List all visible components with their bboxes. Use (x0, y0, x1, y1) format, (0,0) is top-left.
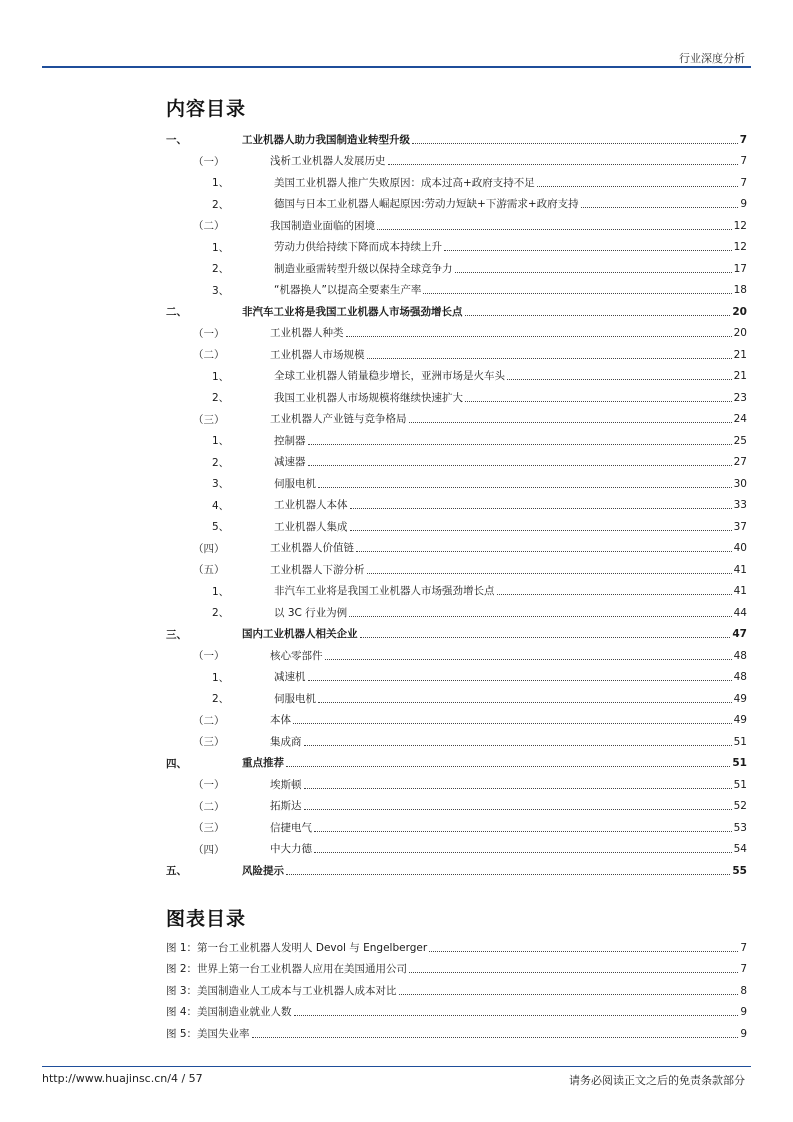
toc-entry-number: （二） (193, 349, 225, 362)
entry-leader-line (270, 645, 747, 667)
dot-leader (581, 206, 739, 208)
toc-entry-page[interactable]: 54 (733, 843, 747, 855)
toc-entry[interactable] (166, 151, 747, 173)
figure-entry-title[interactable]: 图 2：世界上第一台工业机器人应用在美国通用公司 (166, 963, 408, 975)
dot-leader (388, 163, 739, 165)
toc-entry-title[interactable]: 伺服电机 (274, 692, 316, 705)
entry-leader-line (274, 430, 747, 452)
dot-leader (537, 185, 739, 187)
footer-url-page[interactable]: http://www.huajinsc.cn/4 / 57 (42, 1072, 203, 1085)
entry-leader-line (274, 172, 747, 194)
entry-leader-line (270, 409, 747, 431)
toc-entry-title[interactable]: 国内工业机器人相关企业 (242, 628, 358, 640)
report-type-label: 行业深度分析 (679, 52, 745, 65)
toc-entry[interactable] (166, 452, 747, 474)
toc-entry-title[interactable]: 工业机器人市场规模 (270, 348, 365, 361)
entry-leader-line (242, 624, 747, 646)
toc-entry[interactable] (166, 323, 747, 345)
dot-leader (360, 636, 731, 638)
entry-leader-line (270, 731, 747, 753)
dot-leader (497, 593, 732, 595)
toc-entry-number: 3、 (212, 284, 230, 297)
toc-entry-number: 一、 (166, 134, 187, 147)
toc-entry-title[interactable]: 以 3C 行业为例 (274, 606, 348, 619)
toc-entry-number: （二） (193, 220, 225, 233)
toc-entry-number: （二） (193, 800, 225, 813)
toc-entry-number: 1、 (212, 585, 230, 598)
toc-entry-page[interactable]: 18 (733, 284, 747, 296)
toc-entry[interactable] (166, 409, 747, 431)
toc-entry[interactable] (166, 602, 747, 624)
toc-entry-number: 二、 (166, 306, 187, 319)
figure-entry[interactable] (166, 937, 747, 959)
toc-entry-number: （四） (193, 542, 225, 555)
toc-entry[interactable] (166, 258, 747, 280)
dot-leader (409, 421, 732, 423)
entry-leader-line (270, 839, 747, 861)
dot-leader (304, 744, 732, 746)
toc-entry[interactable] (166, 516, 747, 538)
figure-entry-page[interactable]: 9 (740, 1006, 747, 1018)
toc-entry-number: （一） (193, 155, 225, 168)
toc-entry-page[interactable]: 47 (732, 628, 747, 640)
toc-entry-title[interactable]: 重点推荐 (242, 757, 284, 769)
toc-entry-page[interactable]: 24 (733, 413, 747, 425)
toc-entry-page[interactable]: 53 (733, 821, 747, 834)
toc-entry-title[interactable]: 拓斯达 (270, 800, 302, 812)
dot-leader (293, 722, 732, 724)
figure-entry-page[interactable]: 7 (740, 941, 747, 954)
toc-list (166, 129, 747, 882)
toc-entry-page[interactable]: 51 (733, 778, 747, 791)
toc-entry-title[interactable]: 非汽车工业将是我国工业机器人市场强劲增长点 (242, 305, 463, 318)
toc-entry[interactable] (166, 667, 747, 689)
toc-entry[interactable] (166, 430, 747, 452)
entry-leader-line (166, 937, 747, 959)
entry-leader-line (270, 538, 747, 560)
toc-entry-page[interactable]: 7 (739, 133, 747, 146)
entry-leader-line (242, 301, 747, 323)
dot-leader (314, 830, 732, 832)
toc-entry-title[interactable]: 制造业亟需转型升级以保持全球竞争力 (274, 262, 453, 275)
dot-leader (350, 507, 732, 509)
toc-entry-number: 2、 (212, 607, 230, 620)
toc-entry-number: 3、 (212, 478, 230, 491)
toc-entry-number: 2、 (212, 392, 230, 405)
toc-entry-number: （三） (193, 822, 225, 835)
toc-entry-number: （二） (193, 714, 225, 727)
dot-leader (465, 314, 731, 316)
entry-leader-line (274, 602, 747, 624)
toc-entry[interactable] (166, 473, 747, 495)
toc-entry[interactable] (166, 710, 747, 732)
toc-entry-title[interactable]: 工业机器人种类 (270, 327, 344, 339)
dot-leader (367, 572, 732, 574)
entry-leader-line (270, 151, 747, 173)
toc-entry-title[interactable]: 全球工业机器人销量稳步增长，亚洲市场是火车头 (274, 370, 505, 382)
entry-leader-line (274, 667, 747, 689)
toc-entry-page[interactable]: 52 (733, 800, 747, 812)
toc-entry[interactable] (166, 237, 747, 259)
figure-entry-title[interactable]: 图 4：美国制造业就业人数 (166, 1006, 292, 1018)
toc-entry-number: （三） (193, 413, 225, 426)
toc-entry-page[interactable]: 21 (733, 370, 747, 382)
entry-leader-line (270, 817, 747, 839)
dot-leader (286, 873, 730, 875)
toc-entry-title[interactable]: 伺服电机 (274, 477, 316, 490)
figure-entry-page[interactable]: 9 (740, 1027, 747, 1040)
entry-leader-line (274, 495, 747, 517)
entry-leader-line (166, 959, 747, 981)
dot-leader (507, 378, 732, 380)
toc-entry[interactable] (166, 817, 747, 839)
toc-entry-page[interactable]: 51 (733, 735, 747, 748)
toc-entry[interactable] (166, 301, 747, 323)
entry-leader-line (274, 452, 747, 474)
toc-entry-title[interactable]: 工业机器人助力我国制造业转型升级 (242, 133, 410, 146)
footer-disclaimer: 请务必阅读正文之后的免责条款部分 (569, 1074, 745, 1087)
entry-leader-line (166, 1002, 747, 1024)
toc-entry-number: 1、 (212, 435, 230, 448)
entry-leader-line (274, 387, 747, 409)
entry-leader-line (274, 688, 747, 710)
figure-entry-page[interactable]: 7 (740, 963, 747, 975)
entry-leader-line (274, 237, 747, 259)
toc-entry-number: （一） (193, 779, 225, 792)
toc-entry-title[interactable]: 埃斯顿 (270, 778, 302, 791)
toc-entry-title[interactable]: 减速机 (274, 671, 306, 683)
toc-entry[interactable] (166, 753, 747, 775)
toc-entry-title[interactable]: 我国工业机器人市场规模将继续快速扩大 (274, 391, 463, 404)
toc-entry-title[interactable]: 集成商 (270, 735, 302, 748)
toc-entry-page[interactable]: 23 (733, 391, 747, 404)
toc-entry[interactable] (166, 624, 747, 646)
dot-leader (308, 464, 732, 466)
toc-entry-title[interactable]: 本体 (270, 714, 291, 726)
toc-entry-page[interactable]: 12 (733, 241, 747, 253)
toc-entry[interactable] (166, 796, 747, 818)
toc-entry-title[interactable]: 非汽车工业将是我国工业机器人市场强劲增长点 (274, 585, 495, 597)
toc-entry-page[interactable]: 44 (733, 606, 747, 619)
dot-leader (346, 335, 732, 337)
entry-leader-line (274, 258, 747, 280)
toc-entry-number: 2、 (212, 693, 230, 706)
toc-entry-page[interactable]: 41 (733, 563, 747, 576)
toc-entry[interactable] (166, 194, 747, 216)
toc-entry-title[interactable]: 控制器 (274, 434, 306, 447)
toc-entry[interactable] (166, 495, 747, 517)
toc-entry-page[interactable]: 7 (740, 176, 747, 189)
figure-entry-title[interactable]: 图 3：美国制造业人工成本与工业机器人成本对比 (166, 984, 397, 997)
entry-leader-line (270, 344, 747, 366)
toc-entry-page[interactable]: 40 (733, 542, 747, 554)
entry-leader-line (166, 1023, 747, 1045)
entry-leader-line (270, 323, 747, 345)
dot-leader (356, 550, 732, 552)
dot-leader (304, 808, 732, 810)
toc-entry-page[interactable]: 51 (732, 757, 747, 769)
entry-leader-line (270, 215, 747, 237)
dot-leader (367, 357, 732, 359)
toc-entry-number: 2、 (212, 263, 230, 276)
toc-entry-title[interactable]: 浅析工业机器人发展历史 (270, 155, 386, 167)
footer-divider (42, 1066, 751, 1067)
entry-leader-line (242, 753, 747, 775)
toc-entry-number: 1、 (212, 671, 230, 684)
dot-leader (308, 679, 732, 681)
toc-entry[interactable] (166, 366, 747, 388)
dot-leader (444, 249, 732, 251)
toc-entry-title[interactable]: 核心零部件 (270, 649, 323, 662)
figure-entry-title[interactable]: 图 5：美国失业率 (166, 1027, 250, 1040)
toc-entry-title[interactable]: 风险提示 (242, 864, 284, 877)
toc-entry-page[interactable]: 20 (732, 305, 747, 318)
figure-entry[interactable] (166, 959, 747, 981)
entry-leader-line (274, 473, 747, 495)
toc-entry-title[interactable]: “机器换人”以提高全要素生产率 (274, 284, 422, 296)
figure-entry[interactable] (166, 1023, 747, 1045)
entry-leader-line (270, 710, 747, 732)
toc-entry[interactable] (166, 860, 747, 882)
dot-leader (314, 851, 732, 853)
dot-leader (349, 615, 731, 617)
toc-entry[interactable] (166, 731, 747, 753)
toc-entry-title[interactable]: 工业机器人价值链 (270, 542, 354, 554)
toc-entry-page[interactable]: 30 (733, 477, 747, 490)
toc-entry-number: （四） (193, 843, 225, 856)
dot-leader (455, 271, 732, 273)
toc-entry-page[interactable]: 37 (733, 520, 747, 533)
toc-entry-number: 1、 (212, 177, 230, 190)
entry-leader-line (242, 860, 747, 882)
toc-entry-page[interactable]: 27 (733, 456, 747, 468)
dot-leader (252, 1036, 739, 1038)
toc-entry[interactable] (166, 387, 747, 409)
toc-entry-page[interactable]: 41 (733, 585, 747, 597)
dot-leader (399, 993, 739, 995)
dot-leader (465, 400, 732, 402)
toc-entry-number: 三、 (166, 628, 187, 641)
toc-entry-number: 1、 (212, 370, 230, 383)
toc-entry[interactable] (166, 581, 747, 603)
toc-entry-title[interactable]: 减速器 (274, 456, 306, 468)
toc-entry-page[interactable]: 49 (733, 714, 747, 726)
toc-entry-page[interactable]: 9 (740, 198, 747, 210)
toc-entry-number: 5、 (212, 521, 230, 534)
entry-leader-line (274, 516, 747, 538)
toc-entry[interactable] (166, 215, 747, 237)
dot-leader (286, 765, 730, 767)
toc-entry-title[interactable]: 中大力德 (270, 843, 312, 855)
entry-leader-line (270, 559, 747, 581)
toc-entry[interactable] (166, 688, 747, 710)
toc-entry-title[interactable]: 我国制造业面临的困境 (270, 219, 375, 232)
entry-leader-line (274, 280, 747, 302)
toc-entry-title[interactable]: 工业机器人产业链与竞争格局 (270, 413, 407, 425)
toc-entry-page[interactable]: 48 (733, 649, 747, 662)
entry-leader-line (274, 581, 747, 603)
toc-entry-page[interactable]: 55 (732, 864, 747, 877)
toc-entry[interactable] (166, 538, 747, 560)
dot-leader (304, 787, 732, 789)
dot-leader (318, 486, 732, 488)
toc-entry-number: 1、 (212, 241, 230, 254)
toc-entry-number: （一） (193, 327, 225, 340)
toc-entry[interactable] (166, 774, 747, 796)
toc-entry-number: 四、 (166, 757, 187, 770)
toc-entry[interactable] (166, 559, 747, 581)
toc-entry-page[interactable]: 48 (733, 671, 747, 683)
header-divider (42, 66, 751, 68)
toc-entry[interactable] (166, 645, 747, 667)
dot-leader (423, 292, 731, 294)
entry-leader-line (270, 796, 747, 818)
toc-entry-page[interactable]: 21 (733, 348, 747, 361)
figure-entry[interactable] (166, 980, 747, 1002)
toc-entry-number: （一） (193, 650, 225, 663)
figure-list (166, 937, 747, 1045)
entry-leader-line (270, 774, 747, 796)
toc-title: 内容目录 (166, 98, 247, 120)
toc-entry-title[interactable]: 美国工业机器人推广失败原因：成本过高+政府支持不足 (274, 176, 535, 189)
dot-leader (294, 1014, 739, 1016)
dot-leader (308, 443, 732, 445)
toc-entry-title[interactable]: 工业机器人本体 (274, 499, 348, 511)
figure-entry[interactable] (166, 1002, 747, 1024)
toc-entry-page[interactable]: 20 (733, 327, 747, 339)
dot-leader (325, 658, 732, 660)
dot-leader (318, 701, 732, 703)
toc-entry[interactable] (166, 344, 747, 366)
toc-entry-title[interactable]: 工业机器人集成 (274, 520, 348, 533)
toc-entry-page[interactable]: 7 (740, 155, 747, 167)
toc-entry-title[interactable]: 信捷电气 (270, 821, 312, 834)
toc-entry[interactable] (166, 172, 747, 194)
dot-leader (377, 228, 732, 230)
toc-entry-title[interactable]: 工业机器人下游分析 (270, 563, 365, 576)
entry-leader-line (166, 980, 747, 1002)
figure-entry-title[interactable]: 图 1：第一台工业机器人发明人 Devol 与 Engelberger (166, 941, 428, 954)
toc-entry-number: 4、 (212, 499, 230, 512)
toc-entry-page[interactable]: 12 (733, 219, 747, 232)
toc-entry-number: （三） (193, 736, 225, 749)
figure-entry-page[interactable]: 8 (740, 984, 747, 997)
toc-entry[interactable] (166, 839, 747, 861)
dot-leader (409, 971, 738, 973)
toc-entry-page[interactable]: 49 (733, 692, 747, 705)
toc-entry-title[interactable]: 劳动力供给持续下降而成本持续上升 (274, 241, 442, 253)
entry-leader-line (242, 129, 747, 151)
toc-entry-number: 2、 (212, 456, 230, 469)
dot-leader (350, 529, 732, 531)
toc-entry[interactable] (166, 280, 747, 302)
toc-entry[interactable] (166, 129, 747, 151)
dot-leader (412, 142, 738, 144)
toc-entry-page[interactable]: 17 (733, 262, 747, 275)
toc-entry-title[interactable]: 德国与日本工业机器人崛起原因:劳动力短缺+下游需求+政府支持 (274, 198, 579, 210)
toc-entry-number: （五） (193, 564, 225, 577)
toc-entry-number: 五、 (166, 865, 187, 878)
toc-entry-page[interactable]: 25 (733, 434, 747, 447)
entry-leader-line (274, 194, 747, 216)
entry-leader-line (274, 366, 747, 388)
toc-entry-page[interactable]: 33 (733, 499, 747, 511)
figure-list-title: 图表目录 (166, 908, 247, 930)
toc-entry-number: 2、 (212, 198, 230, 211)
dot-leader (429, 950, 738, 952)
